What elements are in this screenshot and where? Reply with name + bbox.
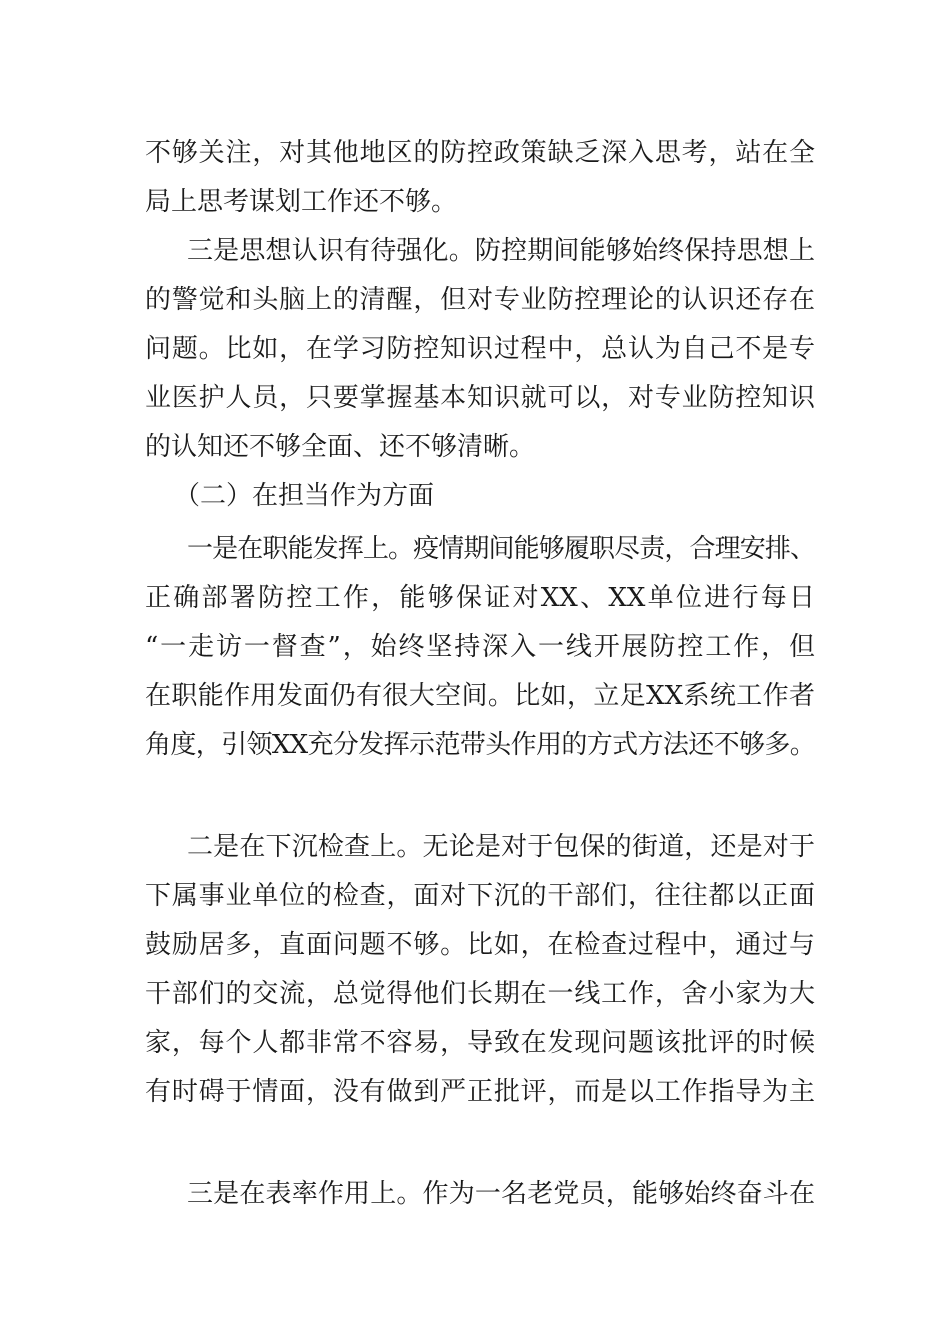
text-line: 业医护人员，只要掌握基本知识就可以，对专业防控知识: [145, 383, 815, 413]
text-line: 在职能作用发面仍有很大空间。比如，立足XX系统工作者: [145, 681, 815, 711]
text-line: 问题。比如，在学习防控知识过程中，总认为自己不是专: [145, 334, 815, 364]
text-line: “一走访一督查”，始终坚持深入一线开展防控工作，但: [145, 632, 815, 662]
text-line: 角度，引领XX充分发挥示范带头作用的方式方法还不够多。: [145, 730, 815, 760]
text-line: 有时碍于情面，没有做到严正批评，而是以工作指导为主: [145, 1077, 815, 1107]
text-line: 干部们的交流，总觉得他们长期在一线工作，舍小家为大: [145, 979, 815, 1009]
text-line: 鼓励居多，直面问题不够。比如，在检查过程中，通过与: [145, 930, 815, 960]
text-line: 正确部署防控工作，能够保证对XX、XX单位进行每日: [145, 583, 815, 613]
text-line: 家，每个人都非常不容易，导致在发现问题该批评的时候: [145, 1028, 815, 1058]
text-line: 三是在表率作用上。作为一名老党员，能够始终奋斗在: [187, 1179, 815, 1209]
text-line: 一是在职能发挥上。疫情期间能够履职尽责，合理安排、: [187, 534, 815, 564]
section-heading: （二）在担当作为方面: [174, 481, 435, 511]
text-line: 三是思想认识有待强化。防控期间能够始终保持思想上: [187, 236, 815, 266]
text-line: 下属事业单位的检查，面对下沉的干部们，往往都以正面: [145, 881, 815, 911]
text-line: 的认知还不够全面、还不够清晰。: [145, 432, 536, 462]
text-line: 不够关注，对其他地区的防控政策缺乏深入思考，站在全: [145, 138, 815, 168]
text-line: 局上思考谋划工作还不够。: [145, 187, 458, 217]
text-line: 二是在下沉检查上。无论是对于包保的街道，还是对于: [187, 832, 815, 862]
text-line: 的警觉和头脑上的清醒，但对专业防控理论的认识还存在: [145, 285, 815, 315]
